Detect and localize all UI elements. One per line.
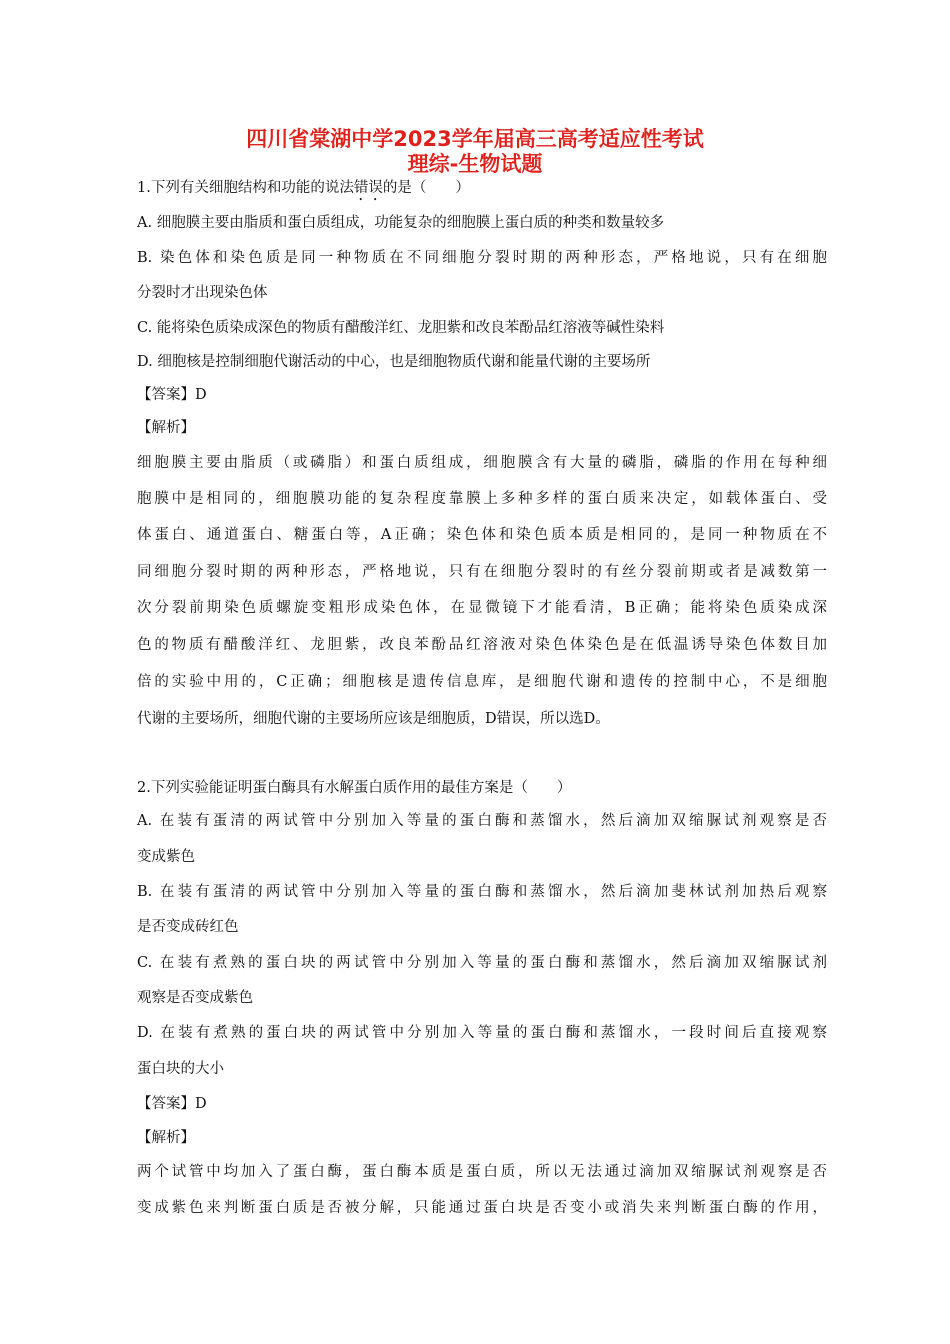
q1-option-b-line1: B. 染色体和染色质是同一种物质在不同细胞分裂时期的两种形态，严格地说，只有在细胞 [137, 250, 827, 266]
q1-analysis-line: 细胞膜主要由脂质（或磷脂）和蛋白质组成，细胞膜含有大量的磷脂，磷脂的作用在每种细 [137, 455, 827, 471]
q1-stem-emphasis: 错误 [353, 180, 383, 196]
q1-option-d: D. 细胞核是控制细胞代谢活动的中心，也是细胞物质代谢和能量代谢的主要场所 [137, 354, 651, 370]
q2-option-a-line1: A. 在装有蛋清的两试管中分别加入等量的蛋白酶和蒸馏水，然后滴加双缩脲试剂观察是否 [137, 813, 827, 829]
q1-option-a: A. 细胞膜主要由脂质和蛋白质组成，功能复杂的细胞膜上蛋白质的种类和数量较多 [137, 215, 665, 231]
q1-stem-post: 的是（ ） [382, 180, 470, 196]
q2-option-d-line2: 蛋白块的大小 [137, 1061, 224, 1077]
q1-stem [137, 178, 827, 204]
q1-analysis-line: 次分裂前期染色质螺旋变粗形成染色体，在显微镜下才能看清，B正确；能将染色质染成深 [137, 600, 827, 616]
q2-stem: 2.下列实验能证明蛋白酶具有水解蛋白质作用的最佳方案是（ ） [137, 780, 572, 796]
q1-analysis-label: 【解析】 [137, 420, 195, 436]
q2-option-d-line1: D. 在装有煮熟的蛋白块的两试管中分别加入等量的蛋白酶和蒸馏水，一段时间后直接观察 [137, 1025, 827, 1041]
q1-answer: 【答案】D [137, 387, 207, 403]
q2-option-c-line1: C. 在装有煮熟的蛋白块的两试管中分别加入等量的蛋白酶和蒸馏水，然后滴加双缩脲试剂 [137, 955, 827, 971]
q2-answer: 【答案】D [137, 1096, 207, 1112]
q2-option-c-line2: 观察是否变成紫色 [137, 990, 253, 1006]
q2-analysis-label: 【解析】 [137, 1130, 195, 1146]
document-title: 四川省棠湖中学2023学年届高三高考适应性考试 [246, 127, 704, 151]
q1-analysis-line: 同细胞分裂时期的两种形态，严格地说，只有在细胞分裂时的有丝分裂前期或者是减数第一 [137, 564, 827, 580]
q2-option-b-line2: 是否变成砖红色 [137, 919, 239, 935]
document-subtitle: 理综-生物试题 [407, 152, 543, 176]
q2-option-b-line1: B. 在装有蛋清的两试管中分别加入等量的蛋白酶和蒸馏水，然后滴加斐林试剂加热后观察 [137, 884, 827, 900]
q2-analysis-line: 变成紫色来判断蛋白质是否被分解，只能通过蛋白块是否变小或消失来判断蛋白酶的作用， [137, 1200, 827, 1216]
q1-analysis-line: 胞膜中是相同的，细胞膜功能的复杂程度靠膜上多种多样的蛋白质来决定，如载体蛋白、受 [137, 491, 827, 507]
q2-option-a-line2: 变成紫色 [137, 849, 195, 865]
q1-stem-pre: 1.下列有关细胞结构和功能的说法 [137, 180, 354, 196]
q1-analysis-line: 倍的实验中用的，C正确；细胞核是遗传信息库，是细胞代谢和遗传的控制中心，不是细胞 [137, 674, 827, 690]
q1-option-c: C. 能将染色质染成深色的物质有醋酸洋红、龙胆紫和改良苯酚品红溶液等碱性染料 [137, 320, 665, 336]
q1-analysis-line: 体蛋白、通道蛋白、糖蛋白等，A正确；染色体和染色质本质是相同的，是同一种物质在不 [137, 527, 827, 543]
q1-analysis-line: 色的物质有醋酸洋红、龙胆紫，改良苯酚品红溶液对染色体染色是在低温诱导染色体数目加 [137, 637, 827, 653]
q2-analysis-line: 两个试管中均加入了蛋白酶，蛋白酶本质是蛋白质，所以无法通过滴加双缩脲试剂观察是否 [137, 1164, 827, 1180]
q1-analysis-line: 代谢的主要场所，细胞代谢的主要场所应该是细胞质，D错误，所以选D。 [137, 711, 610, 727]
q1-option-b-line2: 分裂时才出现染色体 [137, 285, 268, 301]
